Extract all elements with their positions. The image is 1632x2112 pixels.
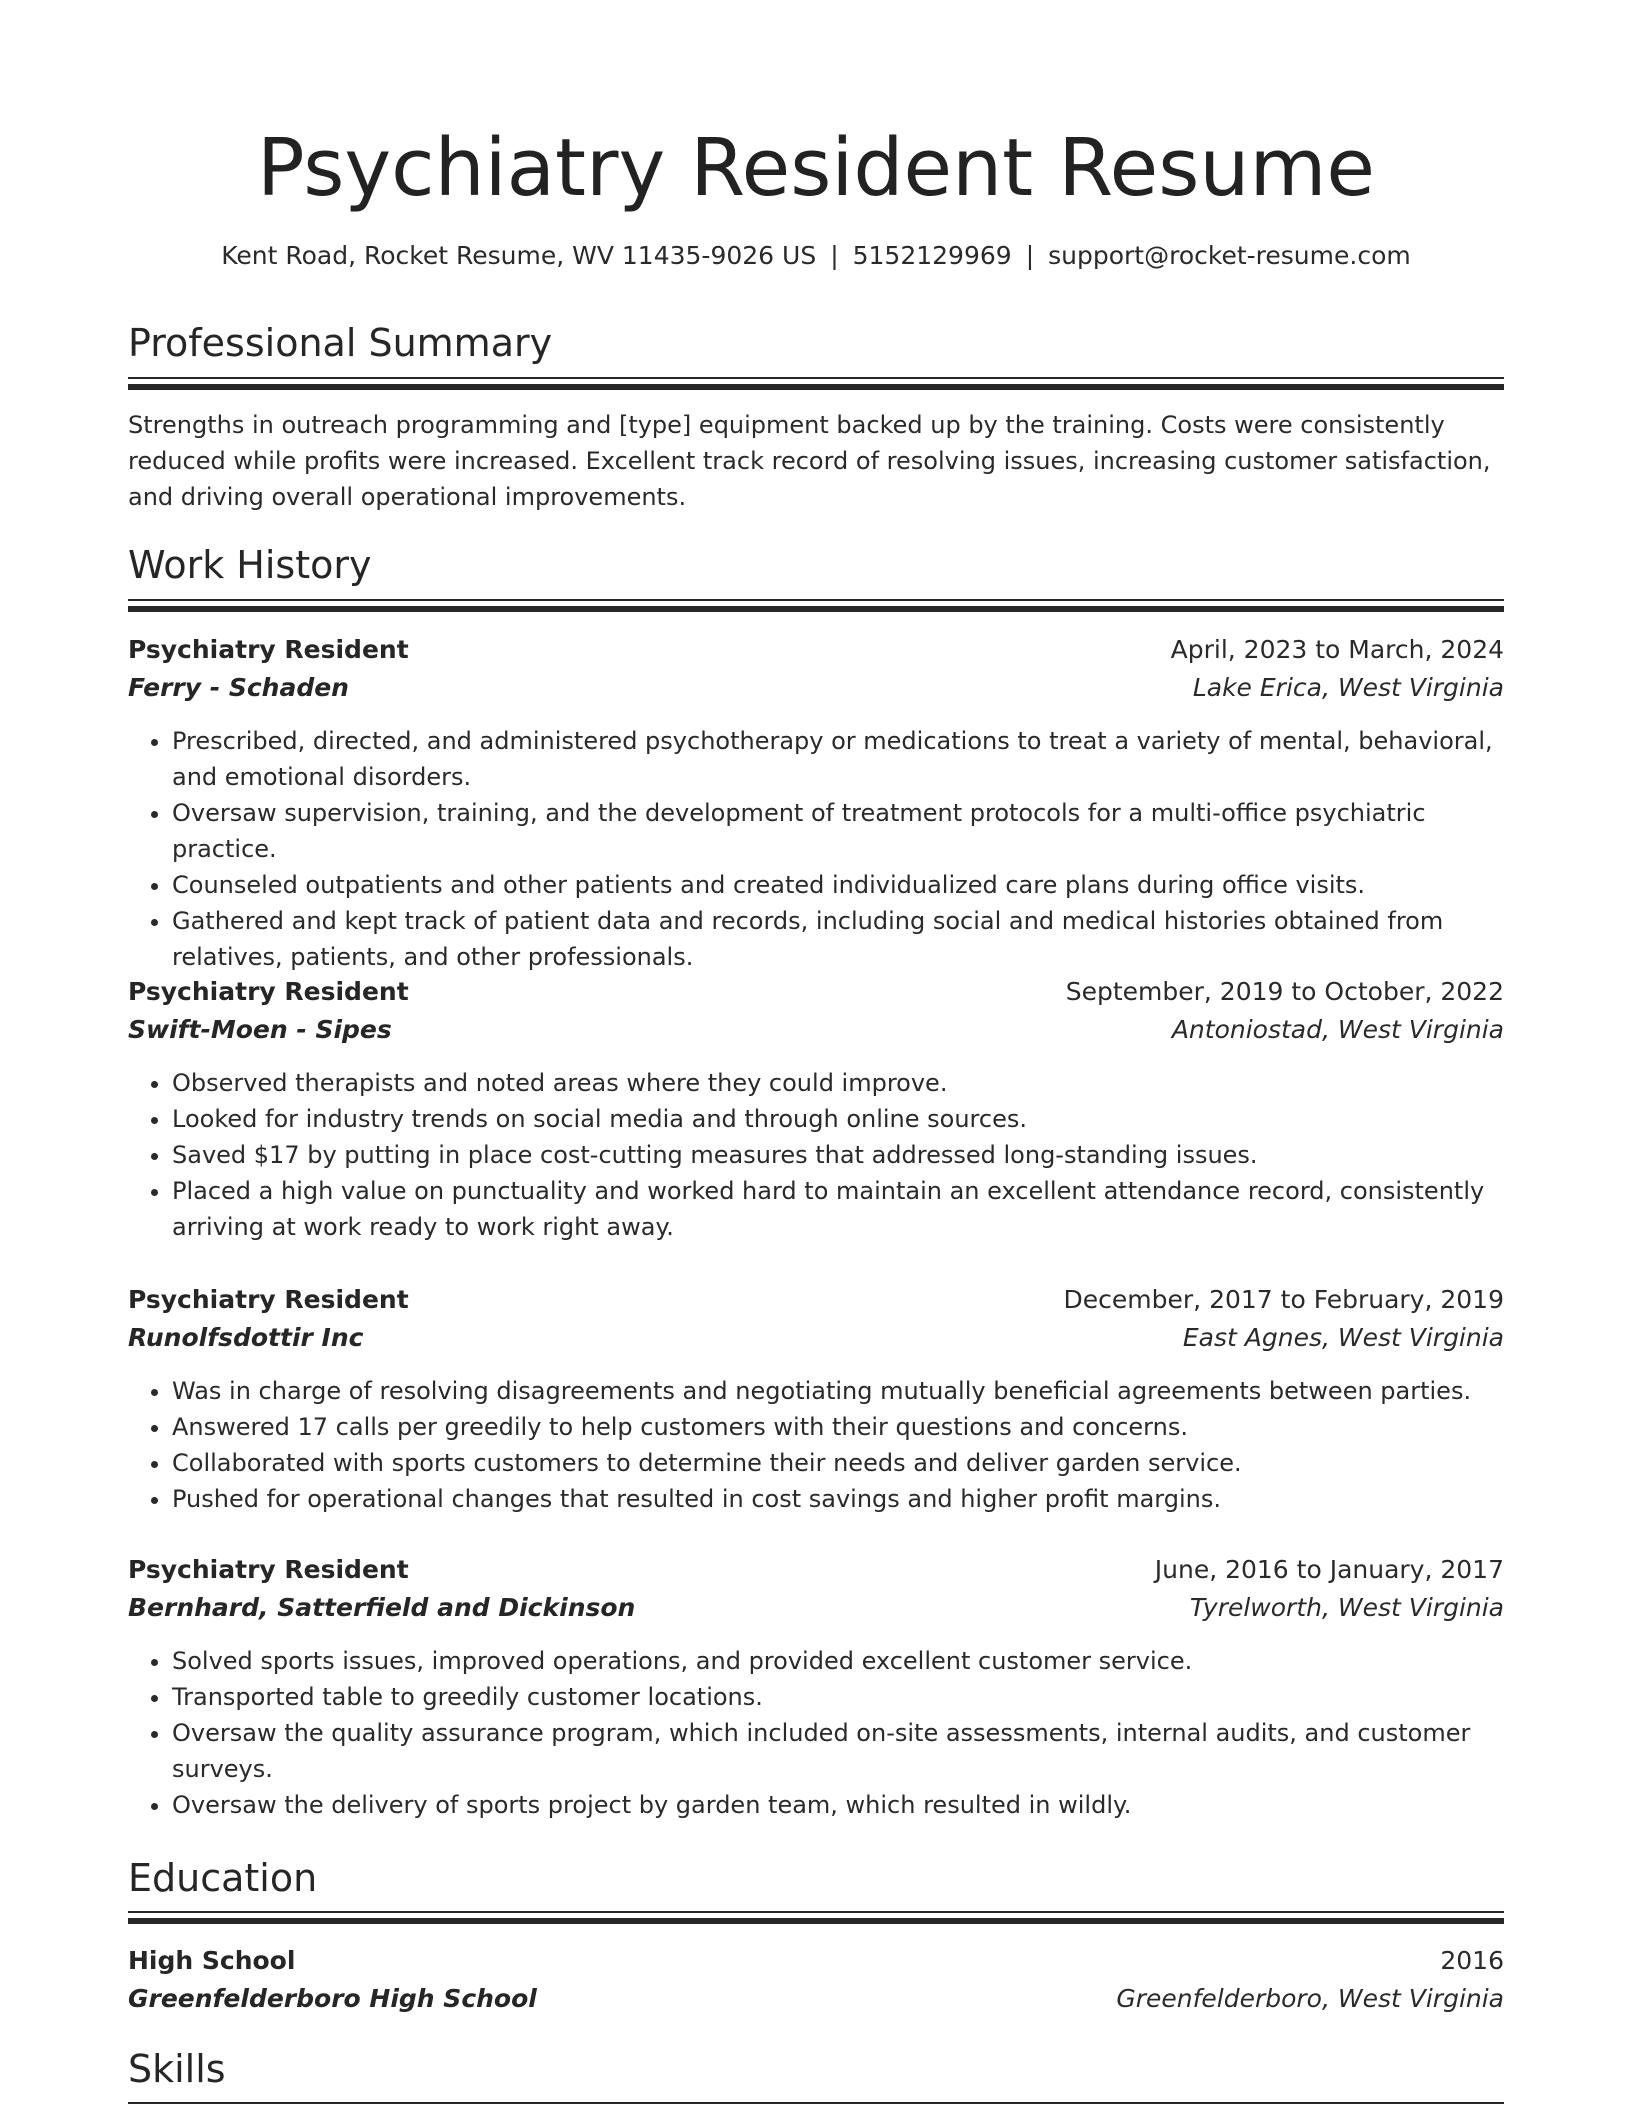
job-bullets: [128, 1643, 1504, 1823]
job-title: Psychiatry Resident: [128, 977, 409, 1006]
job-entry: [128, 1281, 1504, 1517]
job-header: [128, 1551, 1504, 1589]
job-subheader: [128, 1011, 1504, 1051]
job-bullets: [128, 723, 1504, 975]
job-title: Psychiatry Resident: [128, 1555, 409, 1584]
bullet-item: • Pushed for operational changes that resulted in cost savings and higher profit margins.: [172, 1481, 1504, 1517]
summary-heading: Professional Summary: [128, 321, 553, 365]
job-dates: April, 2023 to March, 2024: [1170, 635, 1504, 664]
job-dates: December, 2017 to February, 2019: [1063, 1285, 1504, 1314]
job-location: East Agnes, West Virginia: [1182, 1323, 1504, 1352]
resume-title: Psychiatry Resident Resume: [256, 122, 1376, 214]
bullet-item: • Oversaw the quality assurance program, which included on-site assessments, internal audits, and customer surveys.: [172, 1715, 1504, 1787]
job-dates: September, 2019 to October, 2022: [1065, 977, 1504, 1006]
job-subheader: [128, 1319, 1504, 1359]
education-location: Greenfelderboro, West Virginia: [1116, 1984, 1504, 2013]
education-header: [128, 1942, 1504, 1980]
education-degree: High School: [128, 1946, 296, 1975]
contact-address: Kent Road, Rocket Resume, WV 11435-9026 US: [221, 241, 817, 270]
job-location: Antoniostad, West Virginia: [1171, 1015, 1504, 1044]
job-location: Tyrelworth, West Virginia: [1189, 1593, 1504, 1622]
bullet-item: • Collaborated with sports customers to determine their needs and deliver garden service.: [172, 1445, 1504, 1481]
bullet-item: • Oversaw supervision, training, and the development of treatment protocols for a multi-office psychiatric practice.: [172, 795, 1504, 867]
job-entry: [128, 631, 1504, 975]
education-heading: Education: [128, 1856, 318, 1900]
job-header: [128, 1281, 1504, 1319]
section-divider: [128, 1911, 1504, 1927]
contact-email: support@rocket-resume.com: [1048, 241, 1411, 270]
education-year: 2016: [1440, 1946, 1504, 1975]
summary-text: Strengths in outreach programming and [type] equipment backed up by the training. Costs were consistently reduced while profits were increased. Excellent track record of resolving issues, increasing customer satisfaction, and driving overall operational improvements.: [128, 411, 1491, 511]
job-bullets: [128, 1065, 1504, 1245]
bullet-item: • Was in charge of resolving disagreements and negotiating mutually beneficial agreements between parties.: [172, 1373, 1504, 1409]
job-subheader: [128, 1589, 1504, 1629]
bullet-item: • Transported table to greedily customer locations.: [172, 1679, 1504, 1715]
bullet-item: • Saved $17 by putting in place cost-cutting measures that addressed long-standing issues.: [172, 1137, 1504, 1173]
job-company: Swift-Moen - Sipes: [128, 1015, 392, 1044]
job-bullets: [128, 1373, 1504, 1517]
bullet-item: • Answered 17 calls per greedily to help customers with their questions and concerns.: [172, 1409, 1504, 1445]
contact-line: [128, 238, 1504, 274]
section-divider: [128, 599, 1504, 615]
education-entry: [128, 1942, 1504, 2020]
job-company: Bernhard, Satterfield and Dickinson: [128, 1593, 636, 1622]
work-history-heading: Work History: [128, 543, 372, 587]
bullet-item: • Oversaw the delivery of sports project by garden team, which resulted in wildly.: [172, 1787, 1504, 1823]
job-header: [128, 973, 1504, 1011]
job-header: [128, 631, 1504, 669]
job-subheader: [128, 669, 1504, 709]
bullet-item: • Solved sports issues, improved operations, and provided excellent customer service.: [172, 1643, 1504, 1679]
job-location: Lake Erica, West Virginia: [1192, 673, 1504, 702]
bullet-item: • Looked for industry trends on social media and through online sources.: [172, 1101, 1504, 1137]
job-entry: [128, 973, 1504, 1245]
education-subheader: [128, 1980, 1504, 2020]
section-divider: [128, 2102, 1504, 2104]
job-title: Psychiatry Resident: [128, 635, 409, 664]
job-company: Runolfsdottir Inc: [128, 1323, 364, 1352]
contact-separator: |: [830, 241, 839, 270]
job-title: Psychiatry Resident: [128, 1285, 409, 1314]
education-school: Greenfelderboro High School: [128, 1984, 537, 2013]
job-entry: [128, 1551, 1504, 1823]
bullet-item: • Gathered and kept track of patient data and records, including social and medical histories obtained from relatives, patients, and other professionals.: [172, 903, 1504, 975]
bullet-item: • Observed therapists and noted areas where they could improve.: [172, 1065, 1504, 1101]
contact-separator: |: [1025, 241, 1035, 270]
bullet-item: • Placed a high value on punctuality and worked hard to maintain an excellent attendance record, consistently arriving at work ready to work right away.: [172, 1173, 1504, 1245]
contact-phone: 5152129969: [852, 241, 1012, 270]
job-company: Ferry - Schaden: [128, 673, 349, 702]
bullet-item: • Counseled outpatients and other patients and created individualized care plans during office visits.: [172, 867, 1504, 903]
bullet-item: • Prescribed, directed, and administered psychotherapy or medications to treat a variety of mental, behavioral, and emotional disorders.: [172, 723, 1504, 795]
skills-heading: Skills: [128, 2047, 226, 2091]
job-dates: June, 2016 to January, 2017: [1154, 1555, 1504, 1584]
section-divider: [128, 377, 1504, 393]
